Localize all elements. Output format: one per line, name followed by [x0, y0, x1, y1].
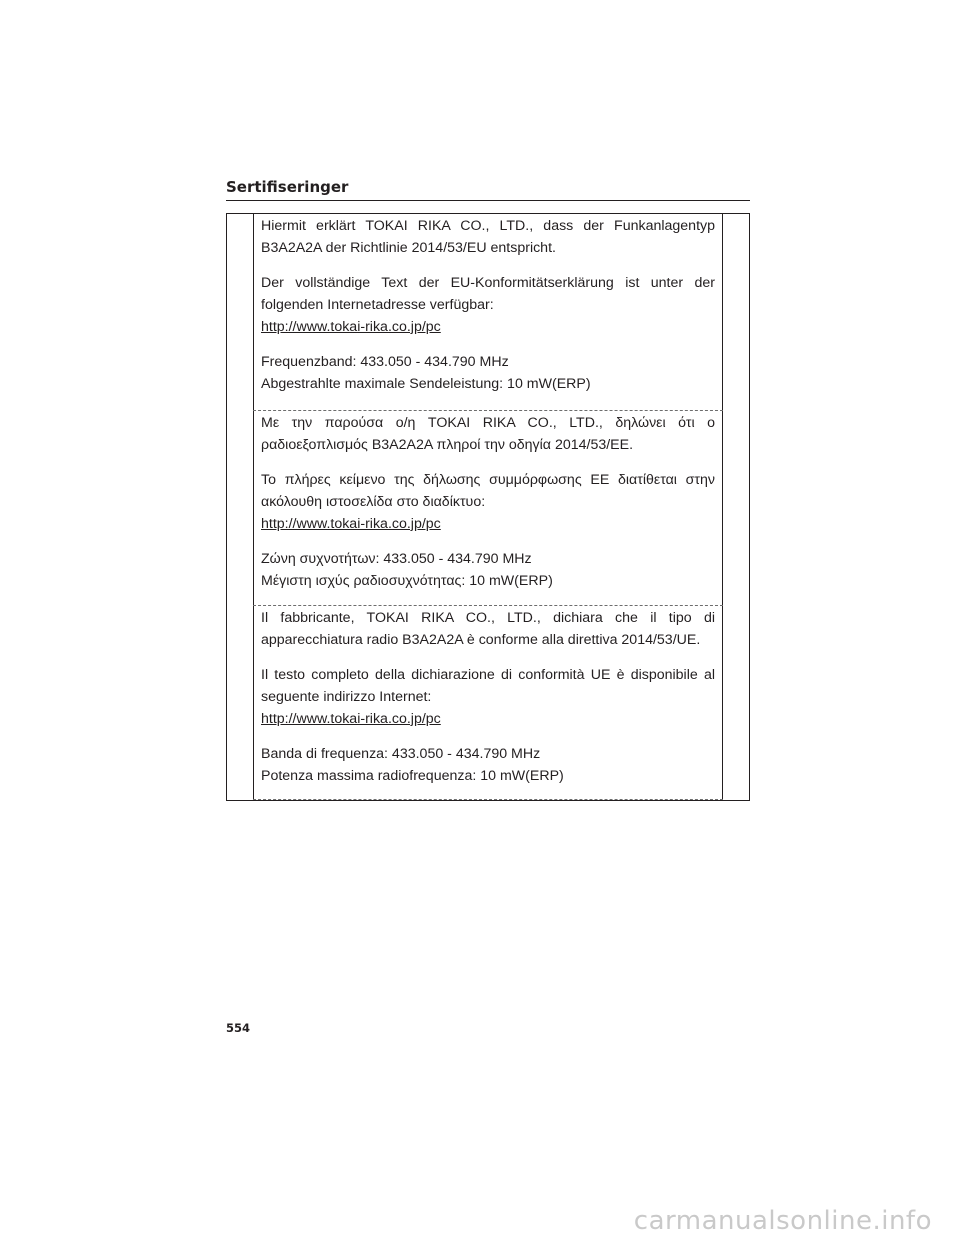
power-text-de: Abgestrahlte maximale Sendeleistung: 10 mW(ERP): [261, 376, 591, 392]
power-text-el: Μέγιστη ισχύς ραδιοσυχνότητας: 10 mW(ERP): [261, 573, 553, 589]
declaration-text-el: Με την παρούσα ο/η TOKAI RIKA CO., LTD., δηλώνει ότι ο ραδιοεξοπλισμός B3A2A2A πληροί την οδηγία 2014/53/ΕΕ.: [261, 415, 715, 453]
full-text-note-el: Το πλήρες κείμενο της δήλωσης συμμόρφωσης ΕΕ διατίθεται στην ακόλουθη ιστοσελίδα στο διαδίκτυο:: [261, 472, 715, 510]
power-text-it: Potenza massima radiofrequenza: 10 mW(ERP): [261, 768, 564, 784]
frequency-text-el: Ζώνη συχνοτήτων: 433.050 - 434.790 MHz: [261, 551, 532, 567]
url-link-it[interactable]: http://www.tokai-rika.co.jp/pc: [261, 711, 441, 727]
dashed-separator: [253, 799, 723, 800]
german-declaration-block: [253, 214, 723, 411]
watermark: carmanualsonline.info: [633, 1206, 932, 1236]
greek-declaration-block: [253, 411, 723, 606]
page-number: 554: [226, 1021, 251, 1035]
italian-declaration-block: [253, 606, 723, 801]
declaration-text-de: Hiermit erklärt TOKAI RIKA CO., LTD., dass der Funkanlagentyp B3A2A2A der Richtlinie 2014/53/EU entspricht.: [261, 218, 715, 256]
frequency-text-it: Banda di frequenza: 433.050 - 434.790 MHz: [261, 746, 541, 762]
frequency-text-de: Frequenzband: 433.050 - 434.790 MHz: [261, 354, 509, 370]
url-link-de[interactable]: http://www.tokai-rika.co.jp/pc: [261, 319, 441, 335]
full-text-note-it: Il testo completo della dichiarazione di conformità UE è disponibile al seguente indirizzo Internet:: [261, 667, 715, 705]
full-text-note-de: Der vollständige Text der EU-Konformitätserklärung ist unter der folgenden Internetadresse verfügbar:: [261, 275, 715, 313]
section-title: Sertifiseringer: [226, 178, 750, 201]
table-left-column: [227, 214, 254, 800]
url-link-el[interactable]: http://www.tokai-rika.co.jp/pc: [261, 516, 441, 532]
certification-table: [226, 213, 750, 801]
table-right-column: [722, 214, 749, 800]
declaration-text-it: Il fabbricante, TOKAI RIKA CO., LTD., dichiara che il tipo di apparecchiatura radio B3A2A2A è conforme alla direttiva 2014/53/UE.: [261, 610, 715, 648]
